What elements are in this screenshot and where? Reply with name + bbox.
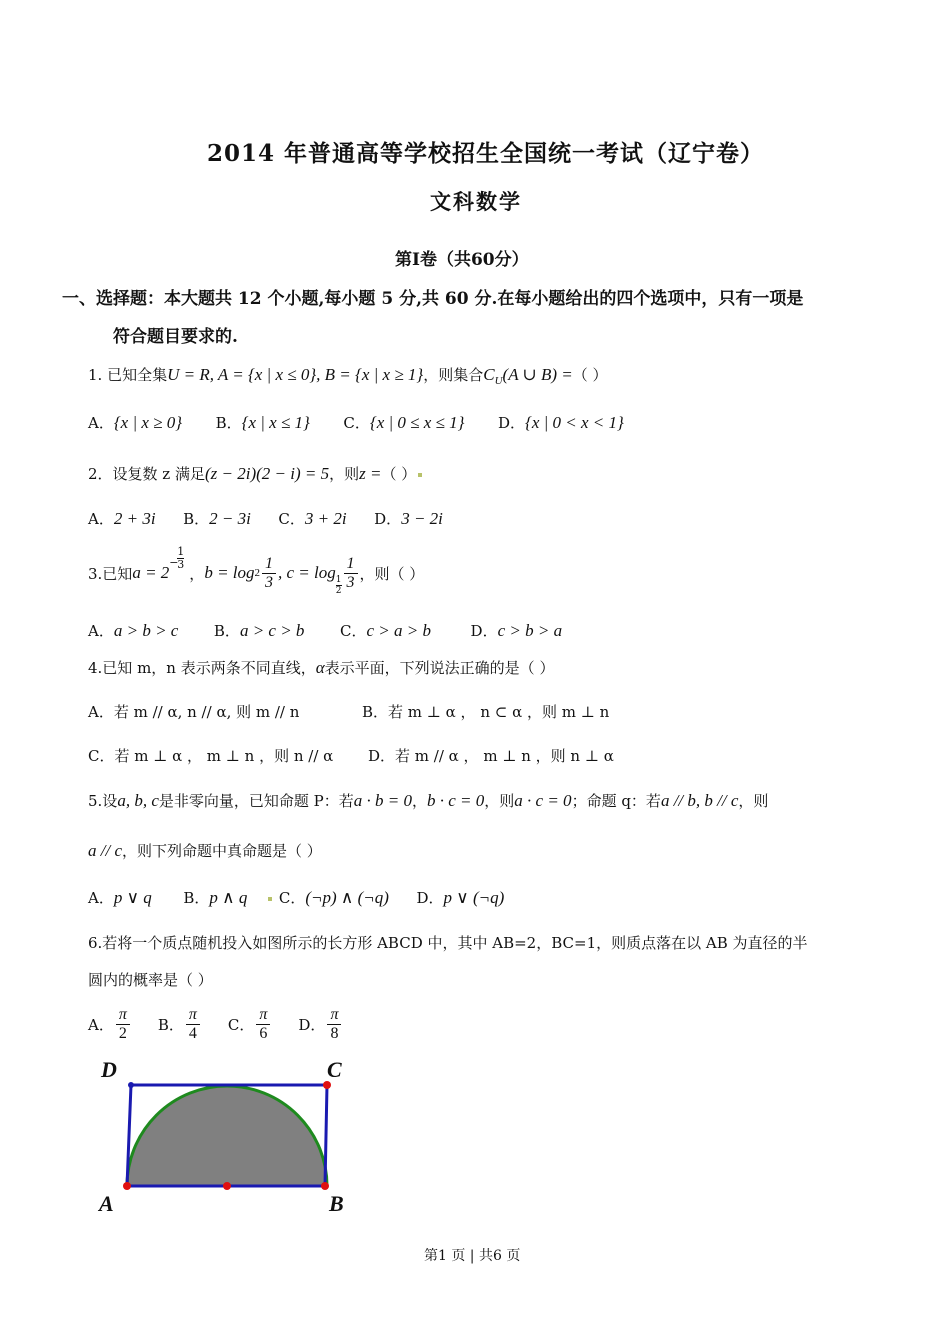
q4-option-d: D．若 m // α ， m ⊥ n ，则 n ⊥ α: [368, 747, 614, 765]
q2-z: z =: [359, 464, 382, 483]
point-a: [123, 1182, 131, 1190]
q5-opt-c: (¬p) ∧ (¬q): [305, 888, 389, 907]
q6-options: [88, 1002, 343, 1046]
q1-c-sub: U: [494, 375, 503, 387]
q4-stem: 4.已知 m，n 表示两条不同直线，: [88, 659, 316, 677]
q3-c: , c = log: [278, 563, 336, 582]
q3-b-den: 3: [265, 573, 274, 591]
q2-opt-a-label: A．: [88, 510, 114, 528]
q5-options: [88, 887, 504, 908]
exam-title: 2014 年普通高等学校招生全国统一考试（辽宁卷）: [207, 140, 765, 167]
q5-p3-pre: ，则: [484, 792, 515, 810]
q2-opt-a: 2 + 3i: [113, 509, 156, 528]
q1-opt-c-label: C．: [343, 414, 370, 432]
q6-opt-b-num: π: [186, 1006, 200, 1025]
q3-a: a = 2: [132, 563, 170, 582]
q5-opt-d-label: D．: [416, 889, 444, 907]
label-a: A: [99, 1191, 114, 1216]
q3-c-frac: [344, 555, 358, 592]
q2-opt-b: 2 − 3i: [209, 509, 251, 528]
q1-paren: （ ）: [572, 366, 608, 384]
exam-subtitle: 文科数学: [430, 189, 522, 214]
q2-prefix: 2．设复数 z 满足: [88, 465, 205, 483]
q1-mid: ，则集合: [423, 366, 484, 384]
q1-prefix: 1. 已知全集: [88, 366, 168, 384]
label-d: D: [101, 1057, 117, 1082]
q5-opt-d: p ∨ (¬q): [443, 888, 505, 907]
q5-opt-c-label: C．: [278, 889, 306, 907]
q6-opt-d-den: 8: [330, 1024, 339, 1042]
q1-opt-a: {x | x ≥ 0}: [113, 413, 183, 432]
q2-mid: ，则: [329, 465, 360, 483]
q3-a-exp-den: 3: [177, 558, 185, 571]
q3-b-num: 1: [262, 555, 276, 574]
point-c: [323, 1081, 331, 1089]
q1-opt-b-label: B．: [215, 414, 242, 432]
q3-c-num: 1: [344, 555, 358, 574]
q3-c-base-den: 2: [335, 585, 342, 596]
q1-opt-b: {x | x ≤ 1}: [241, 413, 310, 432]
q5-mid: 是非零向量，已知命题 P：若: [158, 792, 354, 810]
q6-opt-b-den: 4: [188, 1024, 197, 1042]
rectangle-semicircle-figure: [95, 1055, 365, 1220]
question-6-cont: 圆内的概率是（ ）: [88, 971, 213, 989]
q6-opt-c-label: C．: [227, 1015, 255, 1034]
question-5-cont: [88, 840, 322, 861]
label-b: B: [329, 1191, 344, 1216]
question-6: 6.若将一个质点随机投入如图所示的长方形 ABCD 中，其中 AB=2，BC=1，则质点落在以 AB 为直径的半: [88, 934, 808, 952]
q5-sep: ，: [411, 792, 427, 810]
question-2: [88, 463, 424, 484]
question-4: [88, 657, 554, 678]
q6-opt-d-num: π: [327, 1006, 341, 1025]
question-1: [88, 364, 608, 387]
q5-opt-a: p ∨ q: [113, 888, 152, 907]
q1-opt-d: {x | 0 < x < 1}: [525, 413, 624, 432]
section-heading-cont: 符合题目要求的.: [113, 327, 238, 347]
q3-opt-a-label: A．: [88, 622, 114, 640]
q5-q-then: ，则: [738, 792, 769, 810]
q6-opt-a-label: A．: [88, 1015, 114, 1034]
q6-opt-a: [116, 1006, 130, 1043]
q3-a-exponent: − 1 3: [169, 545, 185, 571]
q5-vectors: a, b, c: [117, 791, 159, 810]
q6-opt-d: [327, 1006, 341, 1043]
q1-opt-c: {x | 0 ≤ x ≤ 1}: [369, 413, 465, 432]
point-b: [321, 1182, 329, 1190]
q2-opt-d: 3 − 2i: [401, 509, 443, 528]
scan-mark: [268, 897, 272, 901]
point-midpoint: [223, 1182, 231, 1190]
volume-heading: 第Ⅰ卷（共60分）: [395, 250, 529, 270]
q6-opt-c-num: π: [256, 1006, 270, 1025]
q3-b: b = log: [204, 563, 255, 582]
q4-option-b: B．若 m ⊥ α ， n ⊂ α ，则 m ⊥ n: [362, 703, 610, 721]
q2-opt-c-label: C．: [278, 510, 305, 528]
q4-alpha: α: [315, 658, 325, 677]
q6-opt-a-num: π: [116, 1006, 130, 1025]
q2-opt-c: 3 + 2i: [304, 509, 347, 528]
q6-opt-b: [186, 1006, 200, 1043]
q5-prefix: 5.设: [88, 792, 118, 810]
q3-opt-c-label: C．: [340, 622, 367, 640]
q3-opt-b: a > c > b: [239, 621, 305, 640]
q3-prefix: 3.已知: [88, 564, 133, 583]
q6-opt-d-label: D．: [298, 1015, 326, 1034]
q6-opt-c-den: 6: [259, 1024, 268, 1042]
q3-options: [88, 620, 562, 641]
question-3: 3.已知 a = 2 − 1 3 ， b = log 2 $\frac{1}{3}$ , c = log $\frac{1}{2}$ $\frac{1}{3}$ ，则（ ）: [88, 545, 425, 596]
q2-opt-d-label: D．: [374, 510, 402, 528]
q6-opt-a-den: 2: [118, 1024, 127, 1042]
q1-opt-d-label: D．: [497, 414, 526, 432]
q3-b-base: 2: [254, 567, 261, 579]
q2-opt-b-label: B．: [183, 510, 210, 528]
q4-option-a: A．若 m // α, n // α, 则 m // n: [88, 703, 300, 721]
q5-p3: a · c = 0: [514, 791, 572, 810]
q5-opt-b-label: B．: [183, 889, 210, 907]
q5-line2-math: a // c: [88, 841, 122, 860]
q5-q-math: a // b, b // c: [660, 791, 739, 810]
q5-opt-b: p ∧ q: [209, 888, 248, 907]
q3-b-frac: [262, 555, 276, 592]
scan-mark: [418, 473, 422, 477]
q4-stem2: 表示平面，下列说法正确的是（ ）: [324, 659, 555, 677]
question-5: [88, 790, 768, 811]
q6-opt-b-label: B．: [157, 1015, 184, 1034]
q6-opt-c: [256, 1006, 270, 1043]
q3-c-base-num: 1: [335, 574, 342, 585]
label-c: C: [327, 1057, 342, 1082]
q2-math: (z − 2i)(2 − i) = 5: [204, 464, 330, 483]
q3-opt-d: c > b > a: [497, 621, 563, 640]
q4-option-c: C．若 m ⊥ α ， m ⊥ n ，则 n // α: [88, 747, 334, 765]
q1-options: [88, 412, 624, 433]
q5-q-pre: ；命题 q：若: [571, 792, 661, 810]
page-footer: 第1 页 | 共6 页: [424, 1248, 521, 1264]
q1-math: U = R, A = {x | x ≤ 0}, B = {x | x ≥ 1}: [167, 365, 424, 384]
q3-c-base: [336, 575, 342, 596]
section-heading: 一、选择题：本大题共 12 个小题,每小题 5 分,共 60 分.在每小题给出的四个选项中，只有一项是: [62, 289, 804, 309]
q5-line2-text: ，则下列命题中真命题是（ ）: [122, 842, 322, 860]
q5-p1: a · b = 0: [353, 791, 412, 810]
q3-opt-d-label: D．: [470, 622, 498, 640]
q3-opt-c: c > a > b: [366, 621, 431, 640]
q1-c: C: [483, 365, 495, 384]
q3-opt-b-label: B．: [213, 622, 240, 640]
q3-a-exp-num: 1: [177, 545, 185, 558]
q5-p2: b · c = 0: [426, 791, 485, 810]
point-d: [128, 1082, 134, 1088]
q3-c-den: 3: [346, 573, 355, 591]
semicircle-region: [127, 1086, 327, 1186]
q2-options: [88, 508, 443, 529]
q1-opt-a-label: A．: [88, 414, 114, 432]
q5-opt-a-label: A．: [88, 889, 114, 907]
q3-suffix: ，则（ ）: [359, 564, 425, 583]
q2-paren: （ ）: [381, 465, 417, 483]
q1-union: (A ∪ B) =: [502, 365, 573, 384]
q3-opt-a: a > b > c: [113, 621, 179, 640]
